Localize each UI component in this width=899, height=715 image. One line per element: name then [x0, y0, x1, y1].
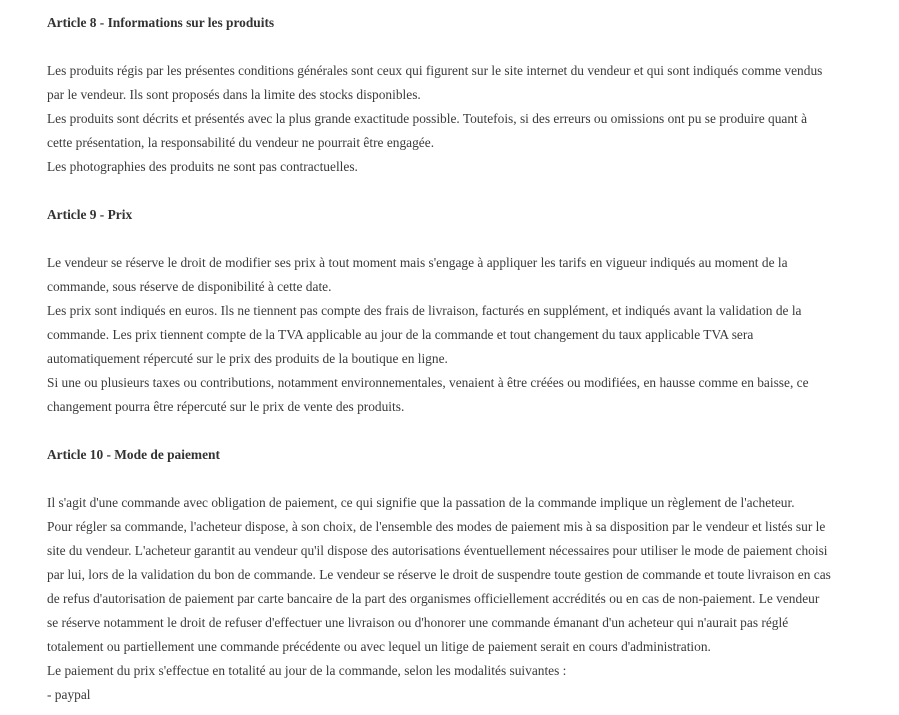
text-line: par le vendeur. Ils sont proposés dans la limite des stocks disponibles.	[47, 87, 421, 102]
text-line: Les photographies des produits ne sont pas contractuelles.	[47, 159, 358, 174]
text-line: par lui, lors de la validation du bon de commande. Le vendeur se réserve le droit de suspendre toute gestion de commande et toute livraison en cas	[47, 567, 831, 582]
text-line: se réserve notamment le droit de refuser d'effectuer une livraison ou d'honorer une commande émanant d'un acheteur qui n'aurait pas réglé	[47, 615, 789, 630]
text-line: Les produits sont décrits et présentés avec la plus grande exactitude possible. Toutefois, si des erreurs ou omissions ont pu se produire quant à	[47, 111, 808, 126]
text-line: commande, sous réserve de disponibilité à cette date.	[47, 279, 332, 294]
text-line: Si une ou plusieurs taxes ou contributions, notamment environnementales, venaient à être créées ou modifiées, en hausse comme en baisse, ce	[47, 375, 809, 390]
text-line: changement pourra être répercuté sur le prix de vente des produits.	[47, 399, 405, 414]
text-line: Les prix sont indiqués en euros. Ils ne tiennent pas compte des frais de livraison, facturés en supplément, et indiqués avant la validation de la	[47, 303, 802, 318]
article-10-body	[47, 491, 831, 707]
text-line: Pour régler sa commande, l'acheteur dispose, à son choix, de l'ensemble des modes de paiement mis à sa disposition par le vendeur et listés sur le	[47, 519, 826, 534]
payment-method-paypal: - paypal	[47, 687, 91, 702]
article-9-heading: Article 9 - Prix	[47, 207, 133, 222]
text-line: commande. Les prix tiennent compte de la TVA applicable au jour de la commande et tout changement du taux applicable TVA sera	[47, 327, 754, 342]
text-line: totalement ou partiellement une commande précédente ou avec lequel un litige de paiement serait en cours d'administration.	[47, 639, 711, 654]
article-8-body	[47, 59, 822, 179]
text-line: Le vendeur se réserve le droit de modifier ses prix à tout moment mais s'engage à appliquer les tarifs en vigueur indiqués au moment de la	[47, 255, 788, 270]
text-line: cette présentation, la responsabilité du vendeur ne pourrait être engagée.	[47, 135, 435, 150]
article-10-heading: Article 10 - Mode de paiement	[47, 447, 220, 462]
text-line: Il s'agit d'une commande avec obligation de paiement, ce qui signifie que la passation de la commande implique un règlement de l'acheteur.	[47, 495, 795, 510]
text-line: Les produits régis par les présentes conditions générales sont ceux qui figurent sur le site internet du vendeur et qui sont indiqués comme vendus	[47, 63, 823, 78]
text-line: de refus d'autorisation de paiement par carte bancaire de la part des organismes officiellement accrédités ou en cas de non-paiement. Le vendeur	[47, 591, 820, 606]
article-9-body	[47, 251, 809, 419]
article-8-heading: Article 8 - Informations sur les produits	[47, 15, 275, 30]
text-line: automatiquement répercuté sur le prix des produits de la boutique en ligne.	[47, 351, 448, 366]
text-line: Le paiement du prix s'effectue en totalité au jour de la commande, selon les modalités suivantes :	[47, 663, 567, 678]
text-line: site du vendeur. L'acheteur garantit au vendeur qu'il dispose des autorisations éventuellement nécessaires pour utiliser le mode de paiement choisi	[47, 543, 828, 558]
